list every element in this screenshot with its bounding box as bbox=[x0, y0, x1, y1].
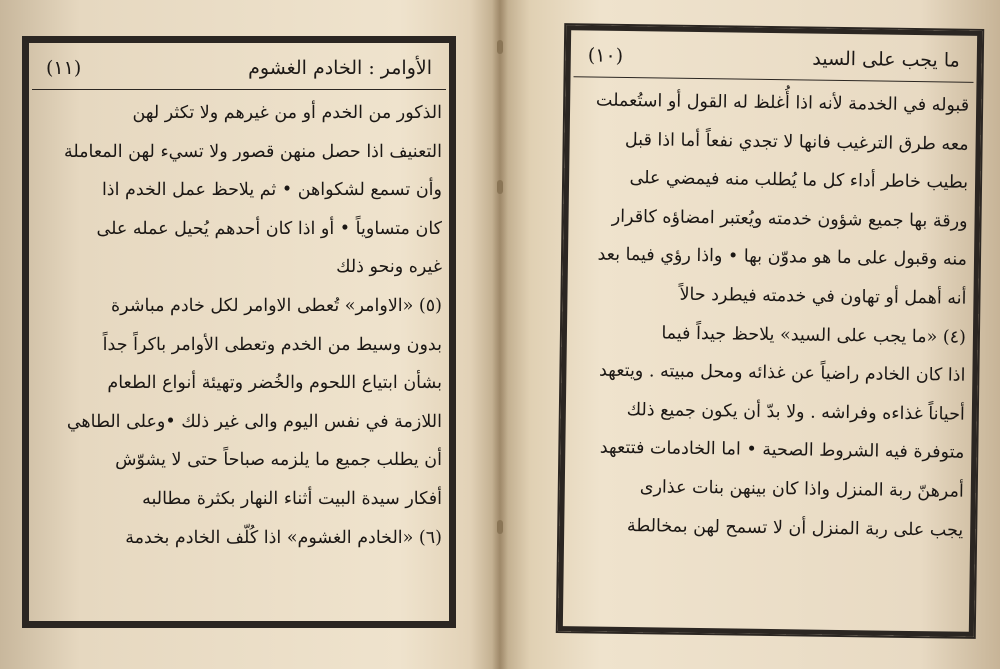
text-line: يجب على ربة المنزل أن لا تسمح لهن بمخالطة bbox=[626, 515, 964, 541]
text-line: غيره ونحو ذلك bbox=[336, 257, 442, 278]
left-page bbox=[22, 36, 456, 628]
text-line: متوفرة فيه الشروط الصحية • اما الخادمات فتتعهد bbox=[599, 437, 965, 464]
text-line: اذا كان الخادم راضياً عن غذائه ومحل مبيته . ويتعهد bbox=[598, 360, 966, 386]
right-page bbox=[556, 23, 984, 639]
text-line: منه وقبول على ما هو مدوّن بها • واذا رؤي فيما بعد bbox=[597, 244, 968, 271]
text-line: (٤) «ما يجب على السيد» يلاحظ جيداً فيما bbox=[661, 323, 967, 348]
book-spine bbox=[492, 0, 508, 669]
left-page-header bbox=[32, 46, 446, 90]
spine-stitch bbox=[497, 40, 503, 54]
right-page-title: ما يجب على السيد bbox=[812, 47, 960, 72]
left-page-number: (١١) bbox=[46, 56, 82, 79]
text-line: أحياناً غذاءه وفراشه . ولا بدّ أن يكون جميع ذلك bbox=[626, 399, 965, 425]
right-page-number: (١٠) bbox=[587, 43, 624, 67]
text-line: (٥) «الاوامر» تُعطى الاوامر لكل خادم مباشرة bbox=[111, 295, 442, 316]
text-line: كان متساوياً • أو اذا كان أحدهم يُحيل عمله على bbox=[96, 218, 442, 239]
text-line: اللازمة في نفس اليوم والى غير ذلك •وعلى الطاهي bbox=[66, 411, 442, 432]
text-line: (٦) «الخادم الغشوم» اذا كُلّف الخادم بخدمة bbox=[125, 527, 442, 548]
text-line: بطيب خاطر أداء كل ما يُطلب منه فيمضي على bbox=[629, 168, 969, 193]
right-page-body bbox=[570, 81, 970, 628]
right-page-header bbox=[574, 33, 975, 83]
text-line: بدون وسيط من الخدم وتعطى الأوامر باكراً جداً bbox=[102, 334, 442, 355]
spine-stitch bbox=[497, 520, 503, 534]
left-page-body bbox=[36, 94, 442, 618]
text-line: الذكور من الخدم أو من غيرهم ولا تكثر لهن bbox=[132, 103, 442, 123]
text-line: أفكار سيدة البيت أثناء النهار بكثرة مطالبه bbox=[142, 488, 442, 509]
text-line: أمرهنّ ربة المنزل واذا كان بينهن بنات عذارى bbox=[639, 477, 964, 502]
text-line: أنه أهمل أو تهاون في خدمته فيطرد حالاً bbox=[679, 284, 967, 309]
text-line: قبوله في الخدمة لأنه اذا أُغلظ له القول أو استُعملت bbox=[595, 90, 970, 116]
text-line: معه طرق الترغيب فانها لا تجدي نفعاً أما اذا قبل bbox=[624, 129, 969, 155]
text-line: ورقة بها جميع شؤون خدمته ويُعتبر امضاؤه كاقرار bbox=[611, 206, 968, 232]
text-line: التعنيف اذا حصل منهن قصور ولا تسيء لهن المعاملة bbox=[63, 141, 442, 162]
text-line: بشأن ابتياع اللحوم والخُضر وتهيئة أنواع الطعام bbox=[107, 373, 442, 394]
spine-stitch bbox=[497, 180, 503, 194]
left-page-title: الأوامر : الخادم الغشوم bbox=[248, 56, 432, 79]
text-line: وأن تسمع لشكواهن • ثم يلاحظ عمل الخدم اذا bbox=[101, 180, 442, 201]
text-line: أن يطلب جميع ما يلزمه صباحاً حتى لا يشوّش bbox=[115, 450, 442, 471]
